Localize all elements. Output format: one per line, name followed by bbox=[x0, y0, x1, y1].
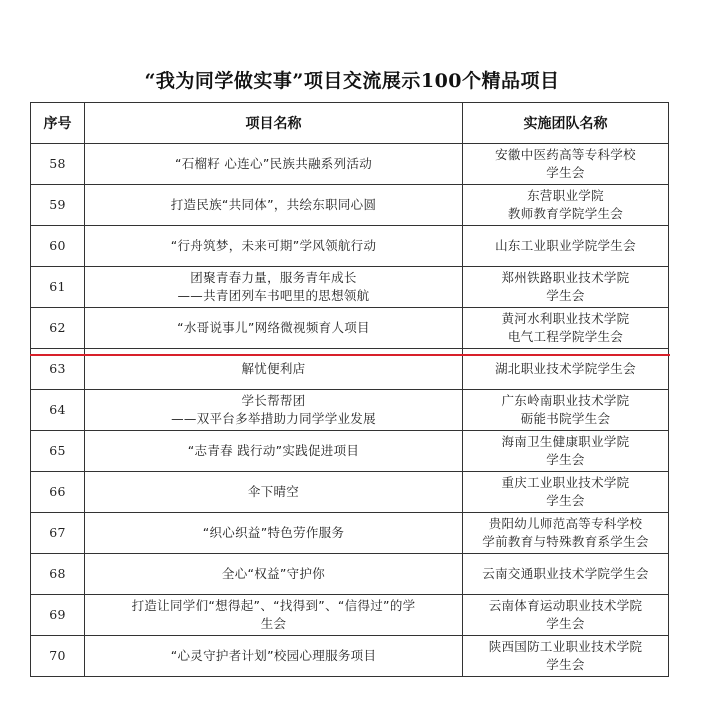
team-name-cell bbox=[463, 267, 669, 308]
table-row bbox=[31, 636, 669, 677]
projects-table bbox=[30, 102, 669, 677]
project-name-line: 打造民族“共同体”，共绘东职同心圆 bbox=[170, 197, 377, 212]
project-name-cell bbox=[85, 144, 463, 185]
project-name-line: 团聚青春力量，服务青年成长 bbox=[190, 270, 357, 285]
row-number: 59 bbox=[31, 185, 85, 226]
table-body bbox=[31, 144, 669, 677]
project-name-line: 解忧便利店 bbox=[241, 361, 306, 376]
row-number: 60 bbox=[31, 226, 85, 267]
project-name-line: “织心织益”特色劳作服务 bbox=[202, 525, 345, 540]
team-name-line: 云南体育运动职业技术学院 bbox=[488, 598, 643, 613]
project-name-cell bbox=[85, 431, 463, 472]
project-name-line: “行舟筑梦，未来可期”学风领航行动 bbox=[170, 238, 377, 253]
project-name-line: “志青春 践行动”实践促进项目 bbox=[187, 443, 360, 458]
project-name-cell bbox=[85, 308, 463, 349]
red-divider-line bbox=[30, 354, 670, 356]
project-name-line: 全心“权益”守护你 bbox=[221, 566, 326, 581]
row-number: 58 bbox=[31, 144, 85, 185]
team-name-line: 学生会 bbox=[546, 165, 585, 180]
team-name-line: 海南卫生健康职业学院 bbox=[501, 434, 630, 449]
table-row bbox=[31, 554, 669, 595]
team-name-line: 湖北职业技术学院学生会 bbox=[495, 361, 636, 376]
team-name-line: 砺能书院学生会 bbox=[520, 411, 611, 426]
project-name-line: ——双平台多举措助力同学学业发展 bbox=[171, 411, 376, 426]
table-row bbox=[31, 472, 669, 513]
row-number: 63 bbox=[31, 349, 85, 390]
row-number: 61 bbox=[31, 267, 85, 308]
team-name-cell bbox=[463, 595, 669, 636]
team-name-cell bbox=[463, 636, 669, 677]
team-name-line: 云南交通职业技术学院学生会 bbox=[482, 566, 649, 581]
team-name-cell bbox=[463, 226, 669, 267]
team-name-line: 学生会 bbox=[546, 493, 585, 508]
team-name-line: 黄河水利职业技术学院 bbox=[501, 311, 630, 326]
project-name-cell bbox=[85, 390, 463, 431]
project-name-cell bbox=[85, 185, 463, 226]
header-number: 序号 bbox=[31, 103, 85, 144]
team-name-line: 郑州铁路职业技术学院 bbox=[501, 270, 630, 285]
team-name-line: 陕西国防工业职业技术学院 bbox=[488, 639, 643, 654]
row-number: 69 bbox=[31, 595, 85, 636]
header-team-name: 实施团队名称 bbox=[463, 103, 669, 144]
row-number: 70 bbox=[31, 636, 85, 677]
team-name-line: 贵阳幼儿师范高等专科学校 bbox=[488, 516, 643, 531]
team-name-cell bbox=[463, 554, 669, 595]
row-number: 65 bbox=[31, 431, 85, 472]
team-name-line: 学生会 bbox=[546, 616, 585, 631]
table-row bbox=[31, 431, 669, 472]
team-name-line: 学生会 bbox=[546, 657, 585, 672]
team-name-cell bbox=[463, 144, 669, 185]
team-name-line: 山东工业职业学院学生会 bbox=[495, 238, 636, 253]
project-name-line: ——共青团列车书吧里的思想领航 bbox=[177, 288, 370, 303]
project-name-line: “心灵守护者计划”校园心理服务项目 bbox=[170, 648, 377, 663]
team-name-line: 学生会 bbox=[546, 452, 585, 467]
page-title: “我为同学做实事”项目交流展示100个精品项目 bbox=[144, 70, 560, 92]
project-name-cell bbox=[85, 636, 463, 677]
table-row bbox=[31, 226, 669, 267]
row-number: 67 bbox=[31, 513, 85, 554]
project-name-line: “水哥说事儿”网络微视频育人项目 bbox=[177, 320, 370, 335]
project-name-cell bbox=[85, 554, 463, 595]
project-name-line: 生会 bbox=[260, 616, 287, 631]
team-name-line: 电气工程学院学生会 bbox=[507, 329, 624, 344]
team-name-line: 重庆工业职业技术学院 bbox=[501, 475, 630, 490]
team-name-cell bbox=[463, 390, 669, 431]
project-name-cell bbox=[85, 595, 463, 636]
team-name-cell bbox=[463, 472, 669, 513]
project-name-cell bbox=[85, 226, 463, 267]
project-name-line: 伞下晴空 bbox=[247, 484, 300, 499]
team-name-cell bbox=[463, 185, 669, 226]
row-number: 68 bbox=[31, 554, 85, 595]
row-number: 62 bbox=[31, 308, 85, 349]
table-row bbox=[31, 308, 669, 349]
project-name-cell bbox=[85, 267, 463, 308]
row-number: 66 bbox=[31, 472, 85, 513]
team-name-line: 安徽中医药高等专科学校 bbox=[495, 147, 636, 162]
team-name-line: 广东岭南职业技术学院 bbox=[501, 393, 630, 408]
project-name-cell bbox=[85, 472, 463, 513]
table-header-row bbox=[31, 103, 669, 144]
project-name-cell bbox=[85, 513, 463, 554]
team-name-line: 学前教育与特殊教育系学生会 bbox=[482, 534, 649, 549]
team-name-cell bbox=[463, 431, 669, 472]
row-number: 64 bbox=[31, 390, 85, 431]
project-name-line: 打造让同学们“想得起”、“找得到”、“信得过”的学 bbox=[131, 598, 416, 613]
table-row bbox=[31, 595, 669, 636]
team-name-line: 学生会 bbox=[546, 288, 585, 303]
header-project-name: 项目名称 bbox=[85, 103, 463, 144]
team-name-line: 教师教育学院学生会 bbox=[507, 206, 624, 221]
table-row bbox=[31, 513, 669, 554]
table-row bbox=[31, 185, 669, 226]
team-name-line: 东营职业学院 bbox=[527, 188, 604, 203]
table-row bbox=[31, 267, 669, 308]
team-name-cell bbox=[463, 308, 669, 349]
table-row bbox=[31, 144, 669, 185]
table-row bbox=[31, 390, 669, 431]
project-name-line: “石榴籽 心连心”民族共融系列活动 bbox=[174, 156, 373, 171]
project-name-line: 学长帮帮团 bbox=[241, 393, 306, 408]
team-name-cell bbox=[463, 513, 669, 554]
